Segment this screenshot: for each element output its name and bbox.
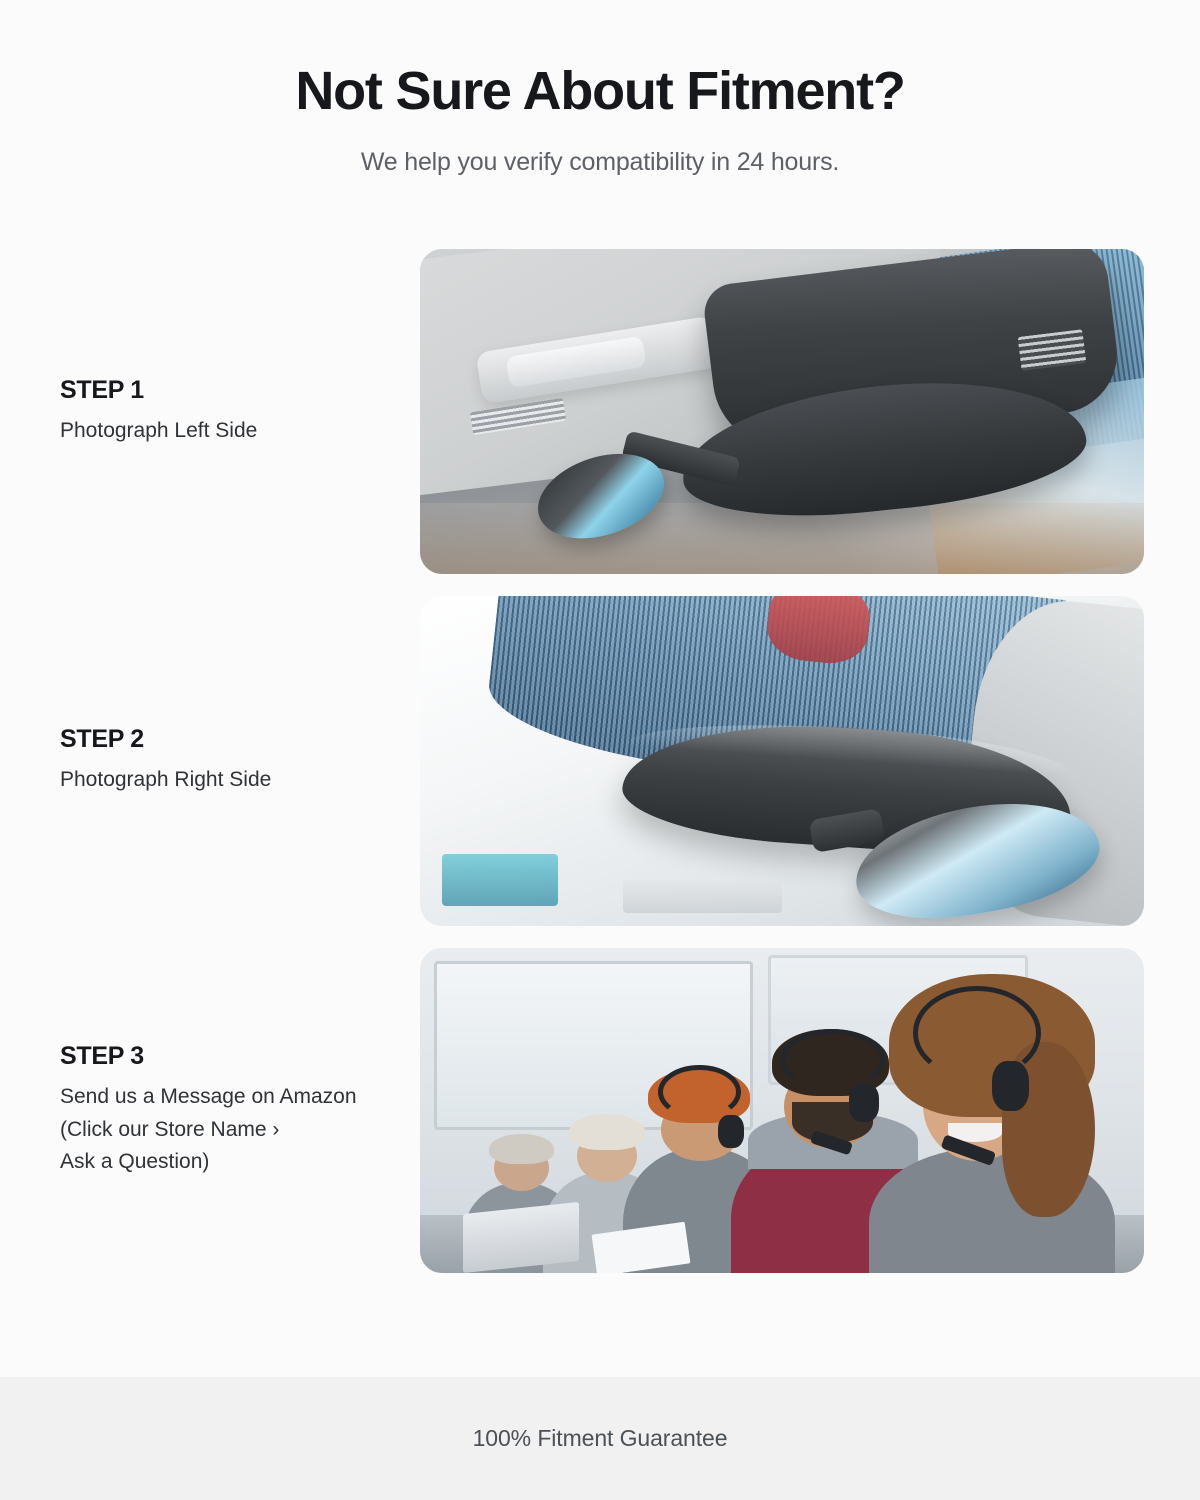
step-3-line-2: (Click our Store Name ›: [60, 1117, 280, 1141]
office-laptop: [463, 1202, 579, 1273]
step-2-image: [420, 596, 1144, 926]
steps-list: [0, 249, 1200, 1273]
agent-1-headset-cup: [992, 1061, 1029, 1111]
background-sign-grey: [623, 880, 782, 913]
step-item-1: [60, 249, 1144, 574]
page-title: Not Sure About Fitment?: [295, 61, 905, 121]
background-sign-blue: [442, 854, 558, 907]
page-subtitle: We help you verify compatibility in 24 hours.: [360, 148, 840, 177]
step-1-text: [60, 376, 420, 448]
step-2-text: [60, 725, 420, 797]
page-header: [0, 0, 1200, 177]
step-item-2: [60, 596, 1144, 926]
step-3-line-1: Send us a Message on Amazon: [60, 1085, 357, 1109]
step-3-image: [420, 948, 1144, 1273]
agent-3-headset-band: [658, 1065, 741, 1119]
step-3-title: STEP 3: [60, 1042, 144, 1071]
camera-module-grille: [1017, 329, 1085, 370]
footer-bar: [0, 1377, 1200, 1500]
support-agent-1: [869, 961, 1115, 1273]
step-item-3: [60, 948, 1144, 1273]
step-1-image: [420, 249, 1144, 574]
step-3-description: [60, 1081, 400, 1179]
step-1-description: Photograph Left Side: [60, 418, 258, 442]
step-2-title: STEP 2: [60, 725, 144, 754]
step-1-title: STEP 1: [60, 375, 144, 404]
fitment-guarantee-text: 100% Fitment Guarantee: [472, 1425, 728, 1451]
step-2-description: Photograph Right Side: [60, 768, 272, 792]
step-3-text: [60, 1042, 420, 1179]
step-3-line-3: Ask a Question): [60, 1150, 210, 1174]
